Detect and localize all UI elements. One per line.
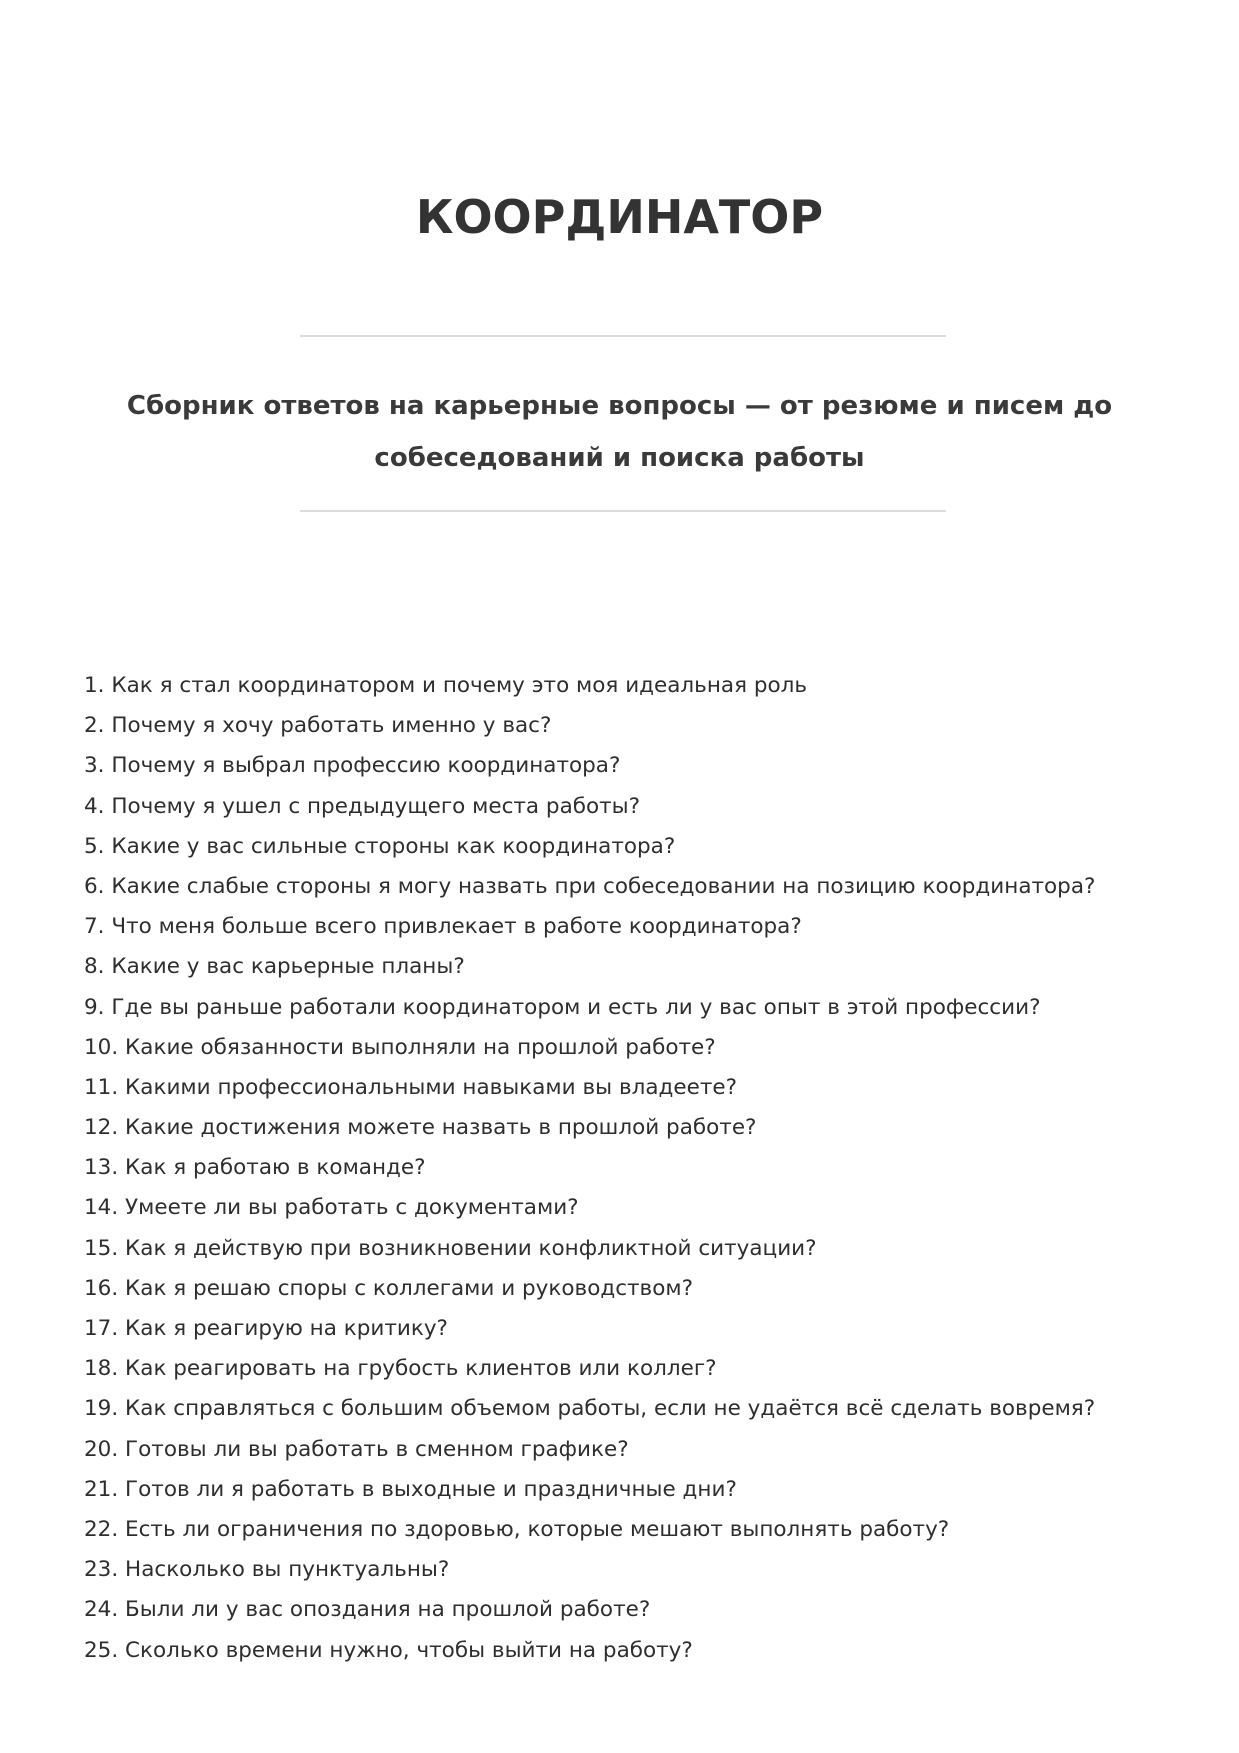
question-item: 21. Готов ли я работать в выходные и праздничные дни? bbox=[84, 1476, 737, 1502]
question-item: 25. Сколько времени нужно, чтобы выйти на работу? bbox=[84, 1637, 693, 1663]
question-item: 19. Как справляться с большим объемом работы, если не удаётся всё сделать вовремя? bbox=[84, 1396, 1096, 1422]
question-item: 24. Были ли у вас опоздания на прошлой работе? bbox=[84, 1597, 651, 1623]
page-subtitle: Сборник ответов на карьерные вопросы — от резюме и писем до собеседований и поиска работы bbox=[126, 391, 1113, 473]
question-item: 7. Что меня больше всего привлекает в работе координатора? bbox=[84, 914, 802, 940]
divider-top bbox=[300, 335, 946, 337]
page-title: КООРДИНАТОР bbox=[415, 190, 824, 244]
question-item: 6. Какие слабые стороны я могу назвать при собеседовании на позицию координатора? bbox=[84, 873, 1096, 899]
question-item: 10. Какие обязанности выполняли на прошлой работе? bbox=[84, 1034, 716, 1060]
question-item: 8. Какие у вас карьерные планы? bbox=[84, 954, 465, 980]
question-item: 18. Как реагировать на грубость клиентов или коллег? bbox=[84, 1356, 717, 1382]
question-item: 16. Как я решаю споры с коллегами и руководством? bbox=[84, 1275, 694, 1301]
question-item: 12. Какие достижения можете назвать в прошлой работе? bbox=[84, 1115, 757, 1141]
question-item: 17. Как я реагирую на критику? bbox=[84, 1316, 448, 1341]
question-item: 11. Какими профессиональными навыками вы владеете? bbox=[84, 1074, 738, 1100]
question-item: 14. Умеете ли вы работать с документами? bbox=[84, 1195, 579, 1221]
questions-list bbox=[84, 666, 1184, 1671]
question-item: 9. Где вы раньше работали координатором и есть ли у вас опыт в этой профессии? bbox=[84, 994, 1041, 1020]
question-item: 23. Насколько вы пунктуальны? bbox=[84, 1557, 450, 1583]
question-item: 1. Как я стал координатором и почему это моя идеальная роль bbox=[84, 673, 808, 698]
question-item: 4. Почему я ушел с предыдущего места работы? bbox=[84, 793, 641, 819]
question-item: 2. Почему я хочу работать именно у вас? bbox=[84, 713, 552, 739]
question-item: 22. Есть ли ограничения по здоровью, которые мешают выполнять работу? bbox=[84, 1516, 950, 1542]
question-item: 13. Как я работаю в команде? bbox=[84, 1155, 426, 1181]
divider-bottom bbox=[300, 510, 946, 512]
question-item: 3. Почему я выбрал профессию координатора? bbox=[84, 753, 621, 779]
question-item: 5. Какие у вас сильные стороны как координатора? bbox=[84, 833, 676, 859]
question-item: 15. Как я действую при возникновении конфликтной ситуации? bbox=[84, 1235, 817, 1261]
question-item: 20. Готовы ли вы работать в сменном графике? bbox=[84, 1436, 629, 1462]
